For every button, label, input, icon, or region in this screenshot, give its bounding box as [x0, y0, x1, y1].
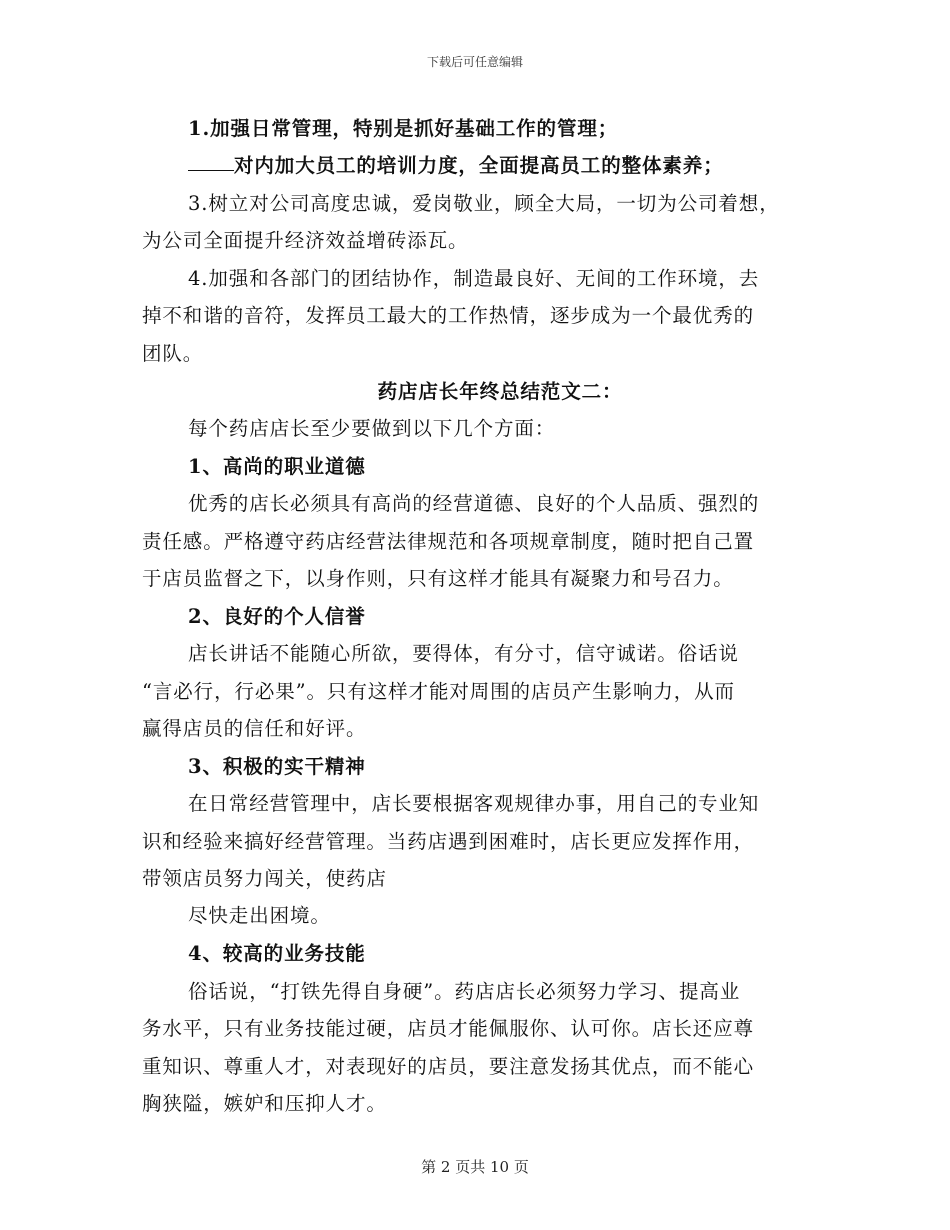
paragraph-line: 重知识、尊重人才，对表现好的店员，要注意发扬其优点，而不能心: [142, 1055, 755, 1078]
subheading-4: 4、较高的业务技能: [188, 942, 366, 965]
paragraph-line: “言必行，行必果”。只有这样才能对周围的店员产生影响力，从而: [142, 680, 735, 703]
paragraph-line: 责任感。严格遵守药店经营法律规范和各项规章制度，随时把自己置: [142, 530, 755, 553]
paragraph-line: 识和经验来搞好经营管理。当药店遇到困难时，店长更应发挥作用，: [142, 830, 755, 853]
paragraph-line: 在日常经营管理中，店长要根据客观规律办事，用自己的专业知: [188, 792, 760, 815]
subheading-3: 3、积极的实干精神: [188, 755, 366, 778]
subheading-1: 1、高尚的职业道德: [188, 455, 366, 478]
list-item-2-text: 对内加大员工的培训力度，全面提高员工的整体素养；: [234, 154, 724, 177]
blank-underline: [188, 169, 234, 171]
paragraph-line: 务水平，只有业务技能过硬，店员才能佩服你、认可你。店长还应尊: [142, 1017, 755, 1040]
section-title: 药店店长年终总结范文二：: [377, 380, 623, 403]
paragraph-line: 掉不和谐的音符，发挥员工最大的工作热情，逐步成为一个最优秀的: [142, 304, 755, 327]
paragraph-line: 店长讲话不能随心所欲，要得体，有分寸，信守诚诺。俗话说: [188, 642, 739, 665]
list-item-1: 1.加强日常管理，特别是抓好基础工作的管理；: [188, 117, 619, 140]
list-item-2: [188, 150, 858, 178]
paragraph-line: 赢得店员的信任和好评。: [142, 717, 367, 740]
paragraph-line: 为公司全面提升经济效益增砖添瓦。: [142, 229, 469, 252]
paragraph-line: 带领店员努力闯关，使药店: [142, 867, 387, 890]
paragraph-line: 于店员监督之下，以身作则，只有这样才能具有凝聚力和号召力。: [142, 567, 734, 590]
paragraph-line: 胸狭隘，嫉妒和压抑人才。: [142, 1092, 387, 1115]
paragraph-line: 俗话说，“打铁先得自身硬”。药店店长必须努力学习、提高业: [188, 980, 741, 1003]
subheading-2: 2、良好的个人信誉: [188, 605, 366, 628]
intro-line: 每个药店店长至少要做到以下几个方面：: [188, 417, 556, 440]
list-item-3: 3.树立对公司高度忠诚，爱岗敬业，顾全大局，一切为公司着想，: [188, 192, 780, 215]
paragraph-line: 优秀的店长必须具有高尚的经营道德、良好的个人品质、强烈的: [188, 492, 760, 515]
paragraph-line: 尽快走出困境。: [188, 904, 331, 927]
page-header: 下载后可任意编辑: [426, 55, 523, 69]
list-item-4: 4.加强和各部门的团结协作，制造最良好、无间的工作环境，去: [188, 267, 760, 290]
page-number-footer: 第 2 页共 10 页: [421, 1158, 529, 1176]
paragraph-line: 团队。: [142, 342, 204, 365]
